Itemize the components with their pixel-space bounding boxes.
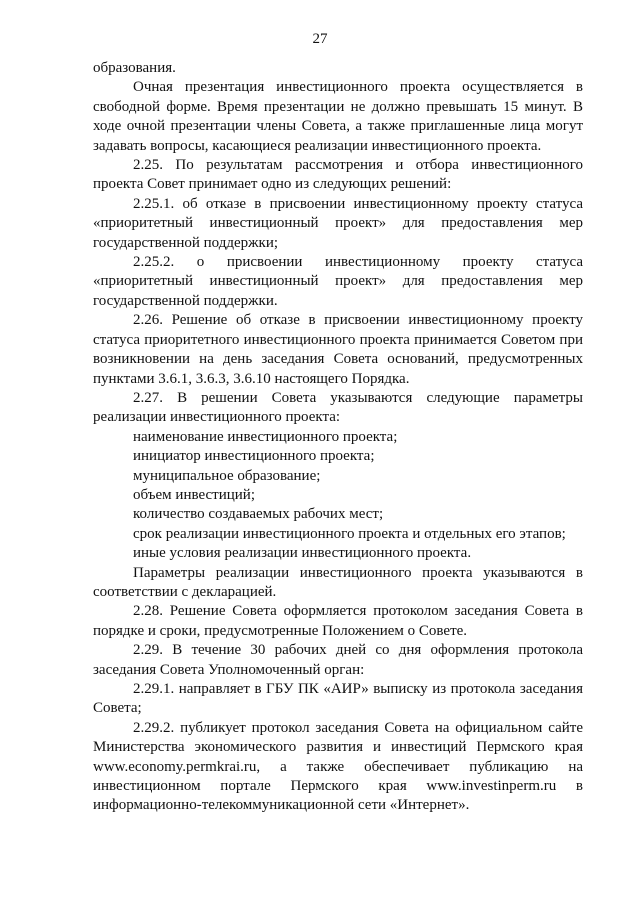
- paragraph-parameters: Параметры реализации инвестиционного проекта указываются в соответствии с декларацией.: [93, 564, 583, 600]
- paragraph-2-25-2: 2.25.2. о присвоении инвестиционному проекту статуса «приоритетный инвестиционный проект» для предоставления мер государственной поддержки.: [93, 254, 583, 309]
- list-item: срок реализации инвестиционного проекта и отдельных его этапов;: [133, 525, 566, 542]
- list-item: муниципальное образование;: [133, 467, 321, 484]
- paragraph-2-29-2: 2.29.2. публикует протокол заседания Совета на официальном сайте Министерства экономического развития и инвестиций Пермского края www.economy.permkrai.ru, а также обеспечивает публикацию на инвестиционном портале Пермского края www.investinperm.ru в информационно-телекоммуникационной сети «Интернет».: [93, 719, 583, 814]
- paragraph-presentation: Очная презентация инвестиционного проекта осуществляется в свободной форме. Время презентации не должно превышать 15 минут. В ходе очной презентации члены Совета, а также приглашенные лица могут задавать вопросы, касающиеся реализации инвестиционного проекта.: [93, 79, 583, 154]
- paragraph-2-28: 2.28. Решение Совета оформляется протоколом заседания Совета в порядке и сроки, предусмотренные Положением о Совете.: [93, 603, 583, 639]
- paragraph-2-26: 2.26. Решение об отказе в присвоении инвестиционному проекту статуса приоритетного инвестиционного проекта принимается Советом при возникновении на день заседания Совета оснований, предусмотренных пунктами 3.6.1, 3.6.3, 3.6.10 настоящего Порядка.: [93, 312, 583, 387]
- list-item: инициатор инвестиционного проекта;: [133, 448, 375, 465]
- paragraph-2-25: 2.25. По результатам рассмотрения и отбора инвестиционного проекта Совет принимает одно из следующих решений:: [93, 157, 583, 193]
- list-item: количество создаваемых рабочих мест;: [133, 506, 384, 523]
- list-item: иные условия реализации инвестиционного проекта.: [133, 545, 472, 562]
- paragraph-2-29: 2.29. В течение 30 рабочих дней со дня оформления протокола заседания Совета Уполномоченный орган:: [93, 642, 583, 678]
- paragraph-2-25-1: 2.25.1. об отказе в присвоении инвестиционному проекту статуса «приоритетный инвестиционный проект» для предоставления мер государственной поддержки;: [93, 195, 583, 251]
- list-item: объем инвестиций;: [133, 486, 255, 503]
- document-body: [93, 59, 583, 816]
- paragraph-2-27: 2.27. В решении Совета указываются следующие параметры реализации инвестиционного проекта:: [93, 389, 583, 426]
- list-item: наименование инвестиционного проекта;: [133, 428, 398, 445]
- page-number: 27: [312, 31, 328, 47]
- paragraph-continuation: образования.: [93, 60, 176, 76]
- paragraph-2-29-1: 2.29.1. направляет в ГБУ ПК «АИР» выписку из протокола заседания Совета;: [93, 681, 583, 717]
